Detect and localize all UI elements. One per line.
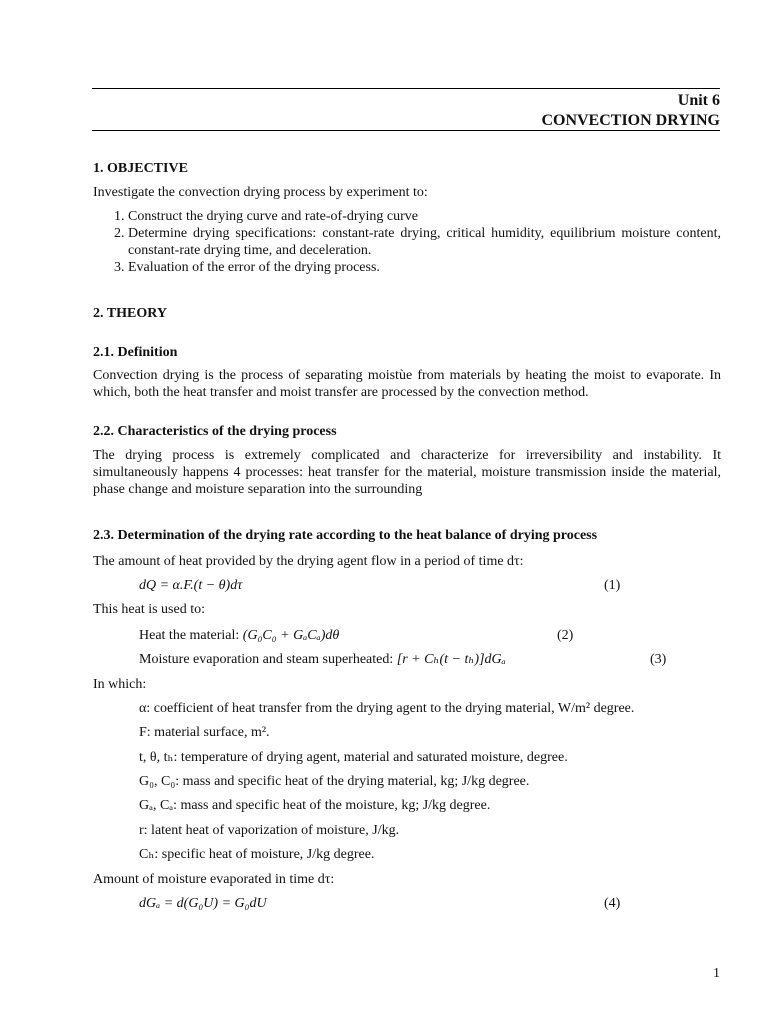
heat-used-text: This heat is used to: [93, 602, 205, 617]
section-2-2-heading: 2.2. Characteristics of the drying process [93, 424, 337, 439]
list-item: 2. Determine drying specifications: constant-rate drying, critical humidity, equilibrium moisture content, constant-rate drying time, and deceleration. [128, 225, 721, 259]
definition-item: Cₕ: specific heat of moisture, J/kg degree. [139, 847, 375, 862]
definition-item: r: latent heat of vaporization of moisture, J/kg. [139, 823, 400, 838]
objective-intro: Investigate the convection drying process by experiment to: [93, 185, 428, 200]
equation-2-line [139, 627, 339, 644]
definition-item: t, θ, tₕ: temperature of drying agent, material and saturated moisture, degree. [139, 750, 568, 765]
equation-1: dQ = α.F.(t − θ)dτ [139, 578, 243, 593]
definition-item: α: coefficient of heat transfer from the drying agent to the drying material, W/m² degree. [139, 701, 635, 716]
list-item: 1. Construct the drying curve and rate-of-drying curve [128, 208, 721, 225]
definition-item: F: material surface, m². [139, 725, 270, 740]
equation-3-number: (3) [650, 652, 667, 667]
header-bottom-rule [92, 130, 720, 131]
equation-4-number: (4) [604, 896, 621, 911]
equation-3: [r + Cₕ(t − tₕ)]dGₐ [396, 652, 506, 667]
equation-2-label: Heat the material: [139, 628, 243, 643]
section-2-2-text: The drying process is extremely complicated and characterize for irreversibility and instability. It simultaneously happens 4 processes: heat transfer for the material, moisture transmission inside the material, phase change and moisture separation into the surrounding [93, 448, 721, 497]
unit-label: Unit 6 [677, 92, 720, 109]
equation-3-label: Moisture evaporation and steam superheated: [139, 652, 397, 667]
moisture-evaporated-text: Amount of moisture evaporated in time dτ: [93, 872, 335, 887]
section-2-3-heading: 2.3. Determination of the drying rate according to the heat balance of drying process [93, 528, 598, 543]
objective-list [93, 208, 721, 276]
equation-4: dGₐ = d(G₀U) = G₀dU [139, 896, 267, 911]
list-item: 3. Evaluation of the error of the drying process. [128, 259, 721, 276]
section-2-1-text: Convection drying is the process of separating moistùe from materials by heating the moist to evaporate. In which, both the heat transfer and moist transfer are processed by the convection method. [93, 368, 721, 400]
definition-item: Gₐ, Cₐ: mass and specific heat of the moisture, kg; J/kg degree. [139, 798, 491, 813]
page-number: 1 [713, 966, 720, 981]
theory-heading: 2. THEORY [93, 306, 167, 321]
equation-3-line [139, 651, 506, 668]
in-which-text: In which: [93, 677, 147, 692]
objective-heading: 1. OBJECTIVE [93, 161, 188, 176]
header-top-rule [92, 88, 720, 89]
equation-2: (G₀C₀ + GₐCₐ)dθ [242, 628, 340, 643]
equation-2-number: (2) [557, 628, 574, 643]
section-2-3-intro: The amount of heat provided by the drying agent flow in a period of time dτ: [93, 554, 524, 569]
unit-title: CONVECTION DRYING [541, 112, 720, 129]
equation-1-number: (1) [604, 578, 621, 593]
unit-header [541, 91, 720, 131]
definition-item: G₀, C₀: mass and specific heat of the drying material, kg; J/kg degree. [139, 774, 530, 789]
section-2-1-heading: 2.1. Definition [93, 345, 178, 360]
